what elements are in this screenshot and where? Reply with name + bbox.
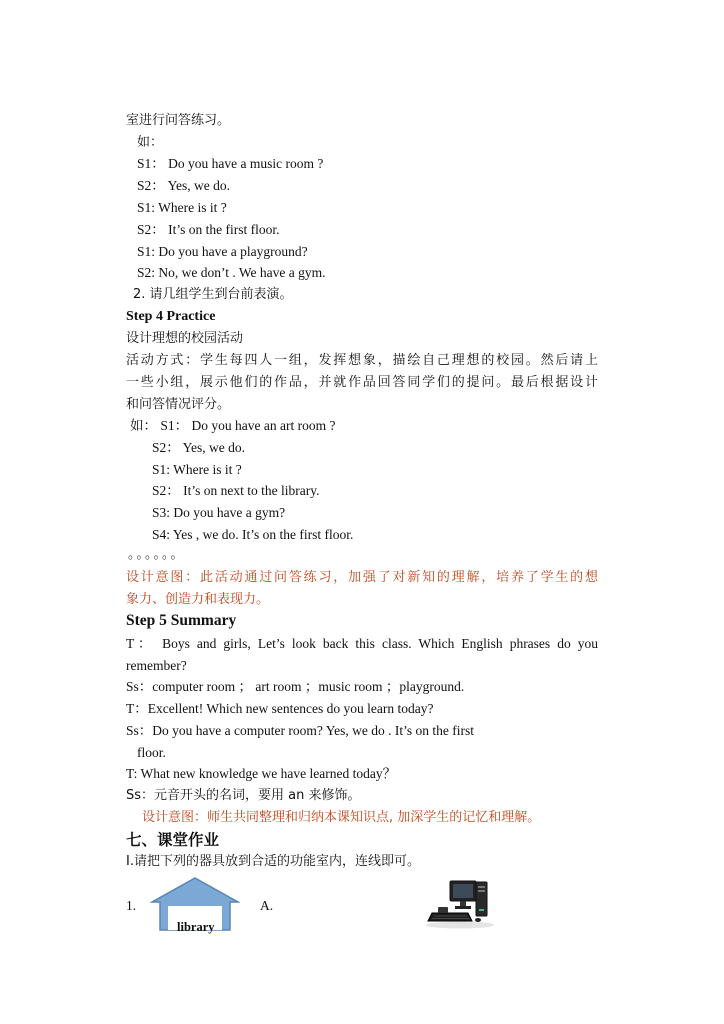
house-label: library — [177, 920, 215, 934]
step-heading: Step 4 Practice — [126, 309, 216, 324]
dialogue-line: S4: Yes , we do. It’s on the first floor. — [152, 527, 354, 542]
paragraph-line: 和问答情况评分。 — [126, 397, 231, 412]
paragraph-line: 一些小组，展示他们的作品，并就作品回答同学们的提问。最后根据设计 — [126, 375, 598, 390]
dialogue-line: S2: No, we don’t . We have a gym. — [137, 265, 326, 280]
text-line: 2. 请几组学生到台前表演。 — [133, 287, 293, 302]
dialogue-line: Ss：computer room ； art room ；music room ；playground. — [126, 679, 465, 694]
dialogue-line: S1: Where is it ? — [137, 200, 227, 215]
design-intent: 象力、创造力和表现力。 — [126, 592, 270, 607]
option-letter: A. — [260, 898, 274, 913]
desktop-computer-icon — [424, 879, 496, 929]
item-number: 1. — [126, 898, 137, 913]
dialogue-line: floor. — [137, 745, 166, 760]
text-line: 如： — [137, 135, 164, 150]
task-instruction: Ⅰ.请把下列的器具放到合适的功能室内，连线即可。 — [126, 854, 420, 869]
dialogue-line: S1: Do you have a playground? — [137, 244, 308, 259]
dialogue-line: 如： S1： Do you have an art room ? — [130, 418, 336, 433]
dialogue-line: S1： Do you have a music room ? — [137, 156, 324, 171]
dialogue-line: S2： Yes, we do. — [137, 178, 231, 193]
ellipsis-line: 。。。。。。 — [128, 547, 186, 562]
design-intent: 设计意图：师生共同整理和归纳本课知识点, 加深学生的记忆和理解。 — [142, 810, 541, 825]
text-line: 设计理想的校园活动 — [126, 331, 244, 346]
dialogue-line: T: What new knowledge we have learned today？ — [126, 766, 397, 781]
dialogue-line: S2： Yes, we do. — [152, 440, 246, 455]
step-heading: Step 5 Summary — [126, 612, 237, 629]
paragraph-line: 活动方式：学生每四人一组，发挥想象，描绘自己理想的校园。然后请上 — [126, 353, 598, 368]
dialogue-line: S2： It’s on next to the library. — [152, 483, 320, 498]
dialogue-line: S2： It’s on the first floor. — [137, 222, 280, 237]
section-heading: 七、课堂作业 — [126, 831, 220, 849]
dialogue-line: Ss：元音开头的名词，要用 an 来修饰。 — [126, 788, 361, 803]
text-line: 室进行问答练习。 — [126, 113, 231, 128]
dialogue-line: Ss：Do you have a computer room? Yes, we do . It’s on the first — [126, 723, 474, 738]
dialogue-line: T：Excellent! Which new sentences do you learn today? — [126, 701, 434, 716]
dialogue-line: T： Boys and girls, Let’s look back this class. Which English phrases do you — [126, 636, 598, 651]
design-intent: 设计意图：此活动通过问答练习，加强了对新知的理解，培养了学生的想 — [126, 570, 598, 585]
dialogue-line: S1: Where is it ? — [152, 462, 242, 477]
dialogue-line: remember? — [126, 658, 187, 673]
dialogue-line: S3: Do you have a gym? — [152, 505, 286, 520]
